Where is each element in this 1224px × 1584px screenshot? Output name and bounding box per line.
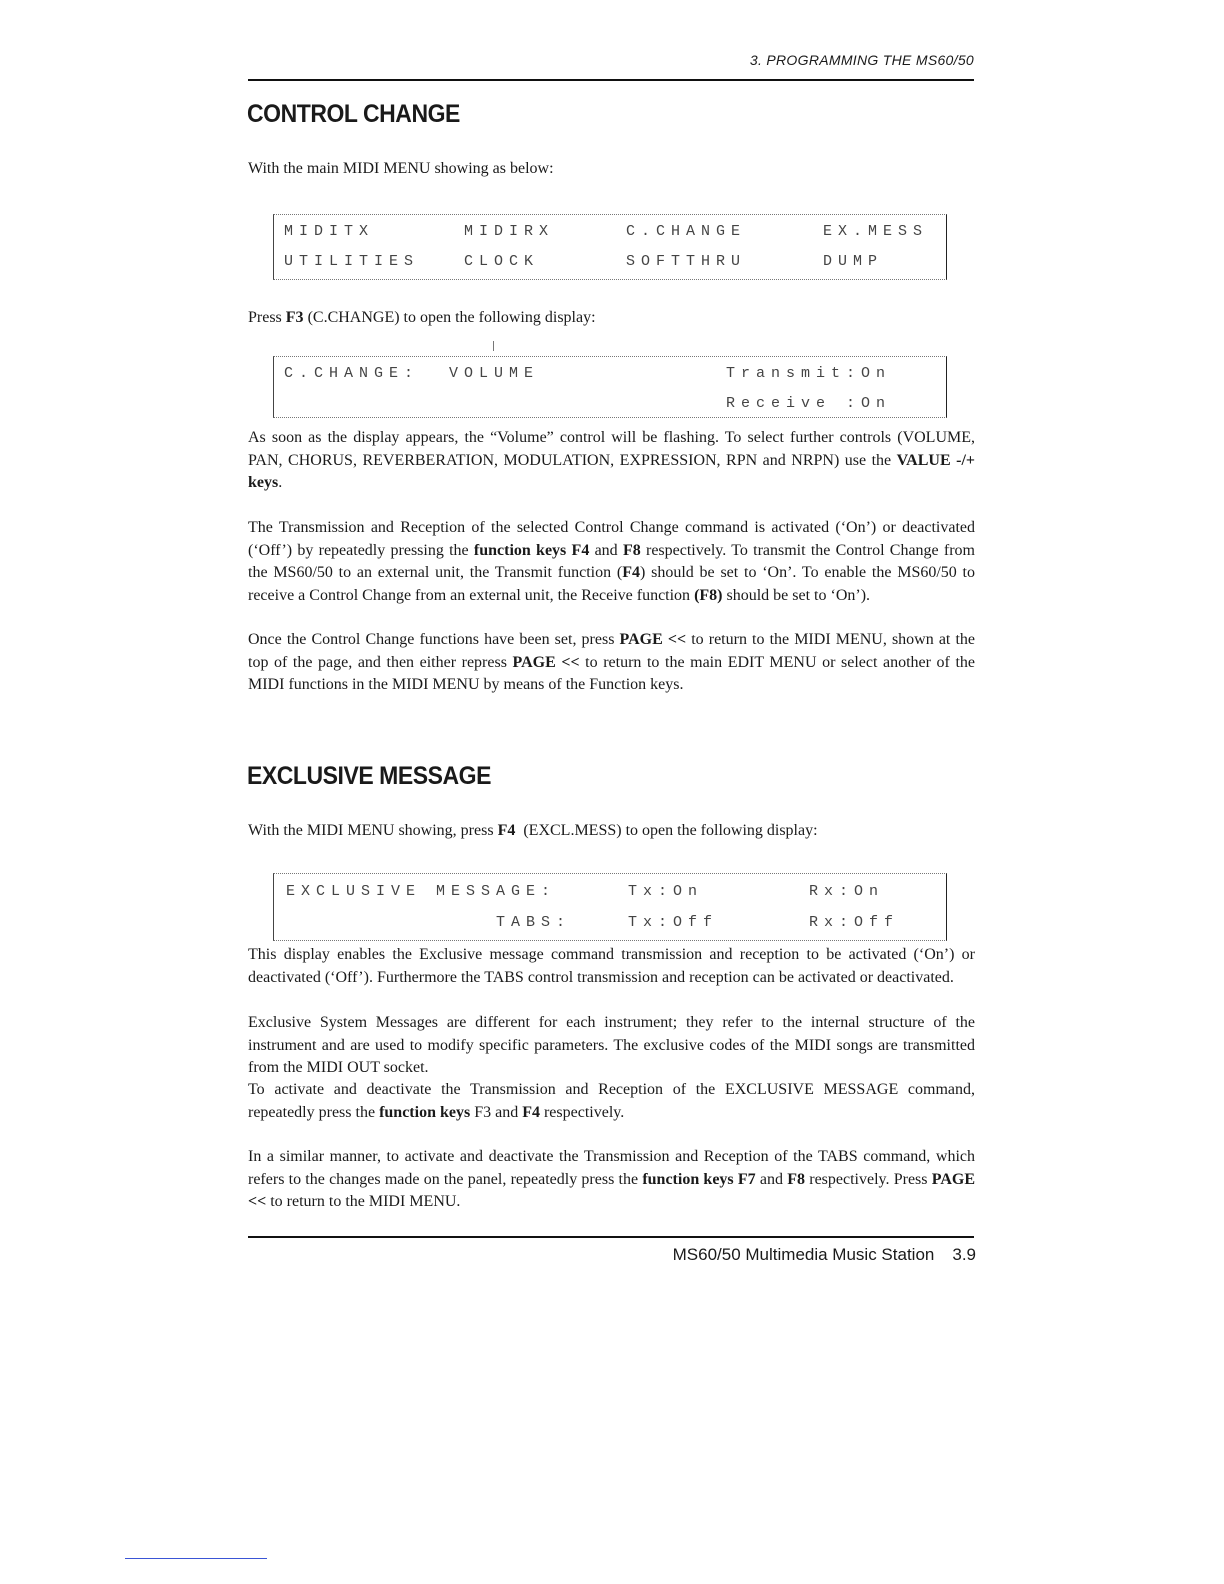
cursor-mark [493,341,494,351]
lcd-excl-tx: Tx:On [628,883,704,900]
lcd-clock: CLOCK [464,253,540,270]
section-title-control-change: CONTROL CHANGE [247,100,460,128]
control-change-display [273,356,947,418]
exclusive-paragraph-1: This display enables the Exclusive message command transmission and reception to be activated (‘On’) or deactivated (‘Off’). Furthermore the TABS control transmission and reception can be activated or deactivated. [248,946,975,986]
lcd-cc-label: C.CHANGE: [284,365,420,382]
scan-artifact-line [125,1558,267,1559]
key-f3: F3 [285,309,304,326]
footer-rule [248,1236,974,1238]
control-change-paragraph-3: Once the Control Change functions have been set, press PAGE << to return to the MIDI MENU, shown at the top of the page, and then either repress PAGE << to return to the main EDIT MENU or select another of the MIDI functions in the MIDI MENU by means of the Function keys. [248,631,976,693]
lcd-dump: DUMP [823,253,884,270]
lcd-excl-label: EXCLUSIVE MESSAGE: [286,883,557,900]
lcd-receive: Receive :On [726,395,892,412]
press-f3-line: Press F3 (C.CHANGE) to open the following display: [248,309,596,326]
control-change-paragraph-2: The Transmission and Reception of the selected Control Change command is activated (‘On’) or deactivated (‘Off’) by repeatedly pressing the function keys F4 and F8 respectively. To transmit the Control Change from the MS60/50 to an external unit, the Transmit function (F4) should be set to ‘On’. To enable the MS60/50 to receive a Control Change from an external unit, the Receive function (F8) should be set to ‘On’). [248,519,976,604]
lcd-utilities: UTILITIES [284,253,420,270]
header-rule [248,79,974,81]
exclusive-intro: With the MIDI MENU showing, press F4 (EXCL.MESS) to open the following display: [248,822,818,839]
lcd-tabs-tx: Tx:Off [628,914,719,931]
exclusive-paragraph-3: To activate and deactivate the Transmission and Reception of the EXCLUSIVE MESSAGE command, repeatedly press the function keys F3 and F4 respectively. [248,1081,975,1121]
exclusive-paragraph-2: Exclusive System Messages are different for each instrument; they refer to the internal structure of the instrument and are used to modify specific parameters. The exclusive codes of the MIDI songs are transmitted from the MIDI OUT socket. [248,1014,975,1076]
section-title-exclusive-message: EXCLUSIVE MESSAGE [247,762,491,790]
control-change-intro: With the main MIDI MENU showing as below: [248,160,554,177]
footer-product: MS60/50 Multimedia Music Station [672,1245,935,1264]
lcd-midi-tx: MIDITX [284,223,375,240]
exclusive-paragraph-4: In a similar manner, to activate and deactivate the Transmission and Reception of the TABS command, which refers to the changes made on the panel, repeatedly press the function keys F7 and F8 respectively. Press PAGE << to return to the MIDI MENU. [248,1148,975,1210]
lcd-c-change: C.CHANGE [626,223,747,240]
lcd-tabs-label: TABS: [496,914,572,931]
lcd-cc-value: VOLUME [449,365,540,382]
lcd-ex-mess: EX.MESS [823,223,929,240]
midi-menu-display [273,214,947,280]
running-header: 3. PROGRAMMING THE MS60/50 [749,52,974,68]
lcd-softthru: SOFTTHRU [626,253,747,270]
control-change-paragraph-1: As soon as the display appears, the “Volume” control will be flashing. To select further controls (VOLUME, PAN, CHORUS, REVERBERATION, MODULATION, EXPRESSION, RPN and NRPN) use the VALUE -/+ keys. [248,429,976,491]
exclusive-message-display [273,873,947,941]
lcd-transmit: Transmit:On [726,365,892,382]
page-number: 3.9 [952,1245,976,1264]
lcd-midi-rx: MIDIRX [464,223,555,240]
lcd-tabs-rx: Rx:Off [809,914,900,931]
footer [600,1245,976,1265]
lcd-excl-rx: Rx:On [809,883,885,900]
